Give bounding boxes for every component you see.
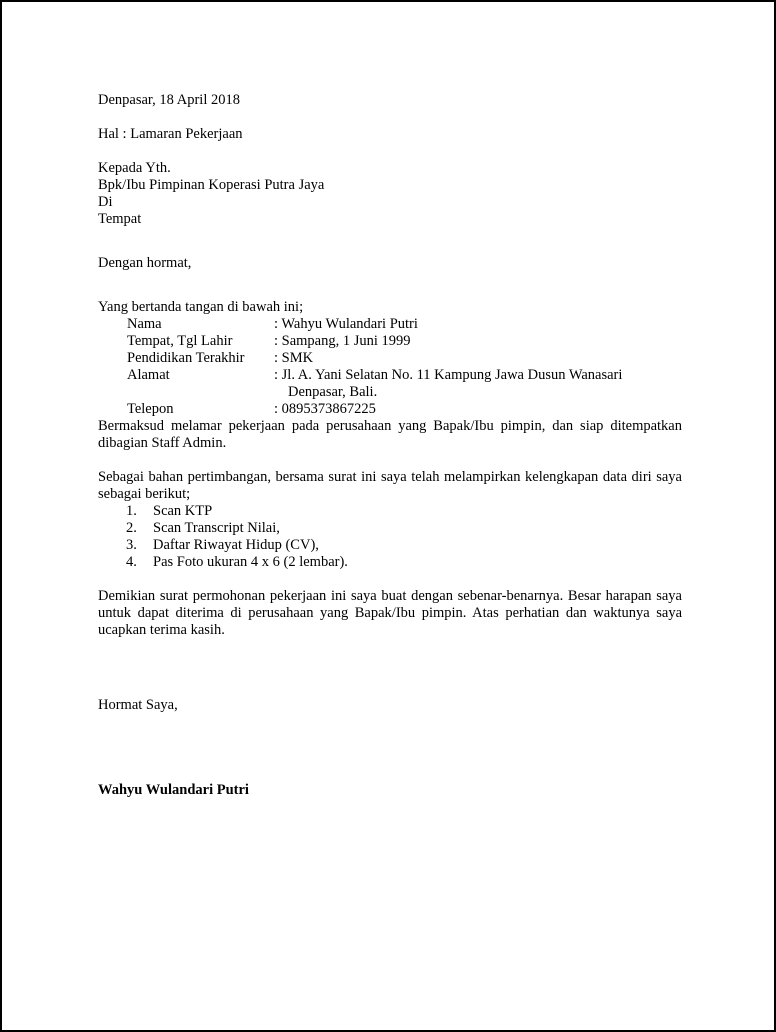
field-label: Nama [127,316,162,332]
purpose-paragraph: Bermaksud melamar pekerjaan pada perusahaan yang Bapak/Ibu pimpin, dan siap ditempatkan dibagian Staff Admin. [98,418,682,451]
attachments-intro: Sebagai bahan pertimbangan, bersama surat ini saya telah melampirkan kelengkapan data diri saya sebagai berikut; [98,469,682,502]
list-item [98,554,682,571]
attachments-list [98,503,682,571]
closing-paragraph: Demikian surat permohonan pekerjaan ini saya buat dengan sebenar-benarnya. Besar harapan saya untuk dapat diterima di perusahaan yang Bapak/Ibu pimpin. Atas perhatian dan waktunya saya ucapkan terima kasih. [98,588,682,638]
list-text: Scan KTP [153,503,213,519]
field-value: : SMK [274,350,314,366]
list-item [98,537,682,554]
letter-body [98,92,682,799]
list-number: 2. [126,520,137,536]
recipient-line: Di [98,194,113,210]
list-text: Scan Transcript Nilai, [153,520,280,536]
recipient-block [98,160,682,228]
field-value: : Wahyu Wulandari Putri [274,316,418,332]
field-row [98,401,682,418]
list-number: 1. [126,503,137,519]
recipient-line: Bpk/Ibu Pimpinan Koperasi Putra Jaya [98,177,325,193]
field-row [98,333,682,350]
personal-data-block [98,316,682,418]
place-date: Denpasar, 18 April 2018 [98,92,240,108]
field-label: Alamat [127,367,170,383]
subject-line: Hal : Lamaran Pekerjaan [98,126,243,142]
field-row [98,316,682,333]
recipient-line: Tempat [98,211,142,227]
intro-text: Yang bertanda tangan di bawah ini; [98,299,304,315]
field-value: : Jl. A. Yani Selatan No. 11 Kampung Jawa Dusun Wanasari [274,367,623,383]
field-value: : 0895373867225 [274,401,376,417]
greeting: Dengan hormat, [98,255,192,271]
list-text: Daftar Riwayat Hidup (CV), [153,537,319,553]
list-number: 3. [126,537,137,553]
list-number: 4. [126,554,137,570]
field-row-continuation [98,384,682,401]
list-item [98,503,682,520]
list-text: Pas Foto ukuran 4 x 6 (2 lembar). [153,554,348,570]
field-label: Pendidikan Terakhir [127,350,245,366]
recipient-line: Kepada Yth. [98,160,171,176]
field-label: Tempat, Tgl Lahir [127,333,233,349]
sign-off: Hormat Saya, [98,697,178,713]
field-label: Telepon [127,401,174,417]
field-row [98,350,682,367]
field-value: : Sampang, 1 Juni 1999 [274,333,411,349]
list-item [98,520,682,537]
field-row [98,367,682,384]
signature-name: Wahyu Wulandari Putri [98,782,249,798]
field-value-continuation: Denpasar, Bali. [288,384,378,400]
